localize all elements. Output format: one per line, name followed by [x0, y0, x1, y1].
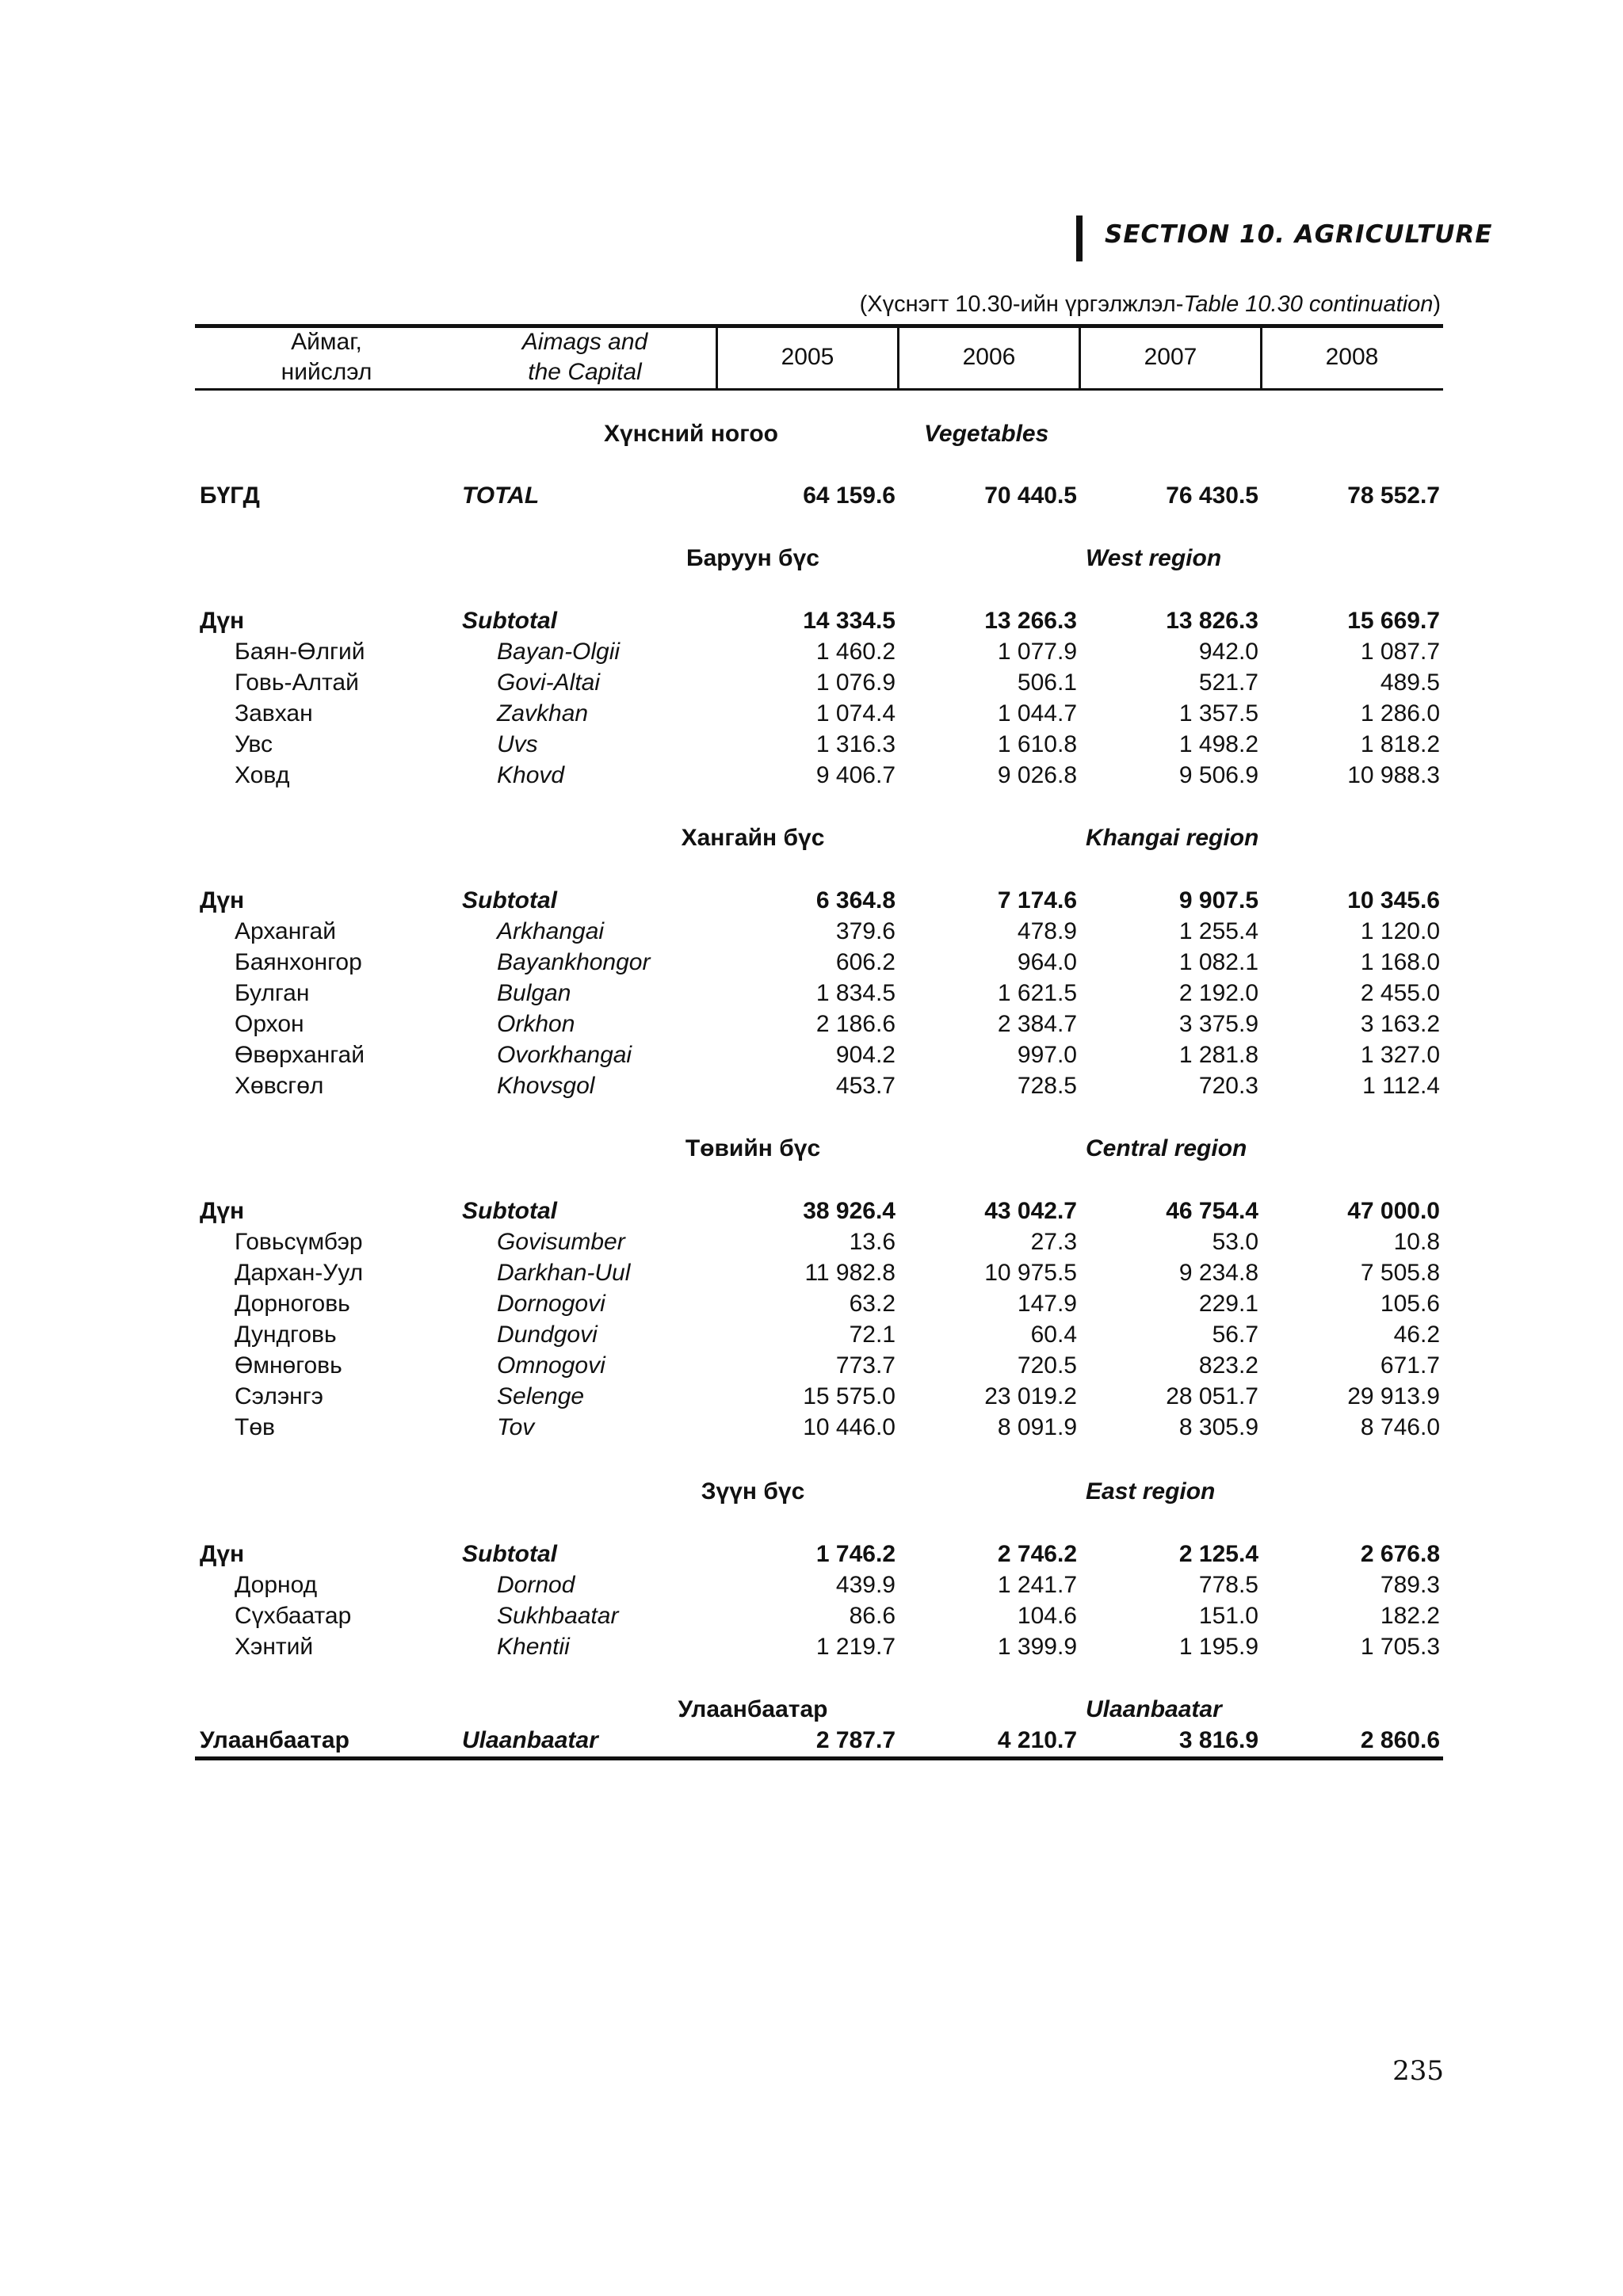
header-year: 2008: [1325, 344, 1379, 370]
aimag-en: Dornogovi: [497, 1291, 605, 1317]
cell-value: 1 460.2: [815, 639, 896, 665]
cell-value: 1 120.0: [1360, 918, 1440, 944]
table-row: [0, 1039, 1623, 1070]
aimag-mn: Архангай: [235, 918, 336, 944]
subtotal-value: 43 042.7: [984, 1198, 1077, 1224]
cell-value: 9 406.7: [815, 762, 896, 788]
header-year: 2006: [962, 344, 1016, 370]
section-bar: [1076, 215, 1083, 261]
cell-value: 11 982.8: [804, 1260, 896, 1286]
header-bottom-rule: [195, 388, 1443, 391]
cell-value: 997.0: [1017, 1042, 1077, 1068]
cell-value: 46.2: [1393, 1322, 1440, 1348]
table-bottom-rule: [195, 1756, 1443, 1760]
aimag-en: Omnogovi: [497, 1352, 605, 1379]
cell-value: 182.2: [1380, 1603, 1440, 1629]
table-row: [0, 1569, 1623, 1600]
subtotal-value: 2 676.8: [1360, 1541, 1440, 1567]
table-row: [0, 698, 1623, 729]
cell-value: 9 506.9: [1178, 762, 1258, 788]
table-row: [0, 760, 1623, 791]
subtotal-label-mn: Дүн: [200, 608, 245, 634]
title-en: Vegetables: [924, 421, 1049, 447]
cell-value: 1 327.0: [1360, 1042, 1440, 1068]
aimag-mn: Дорноговь: [235, 1291, 350, 1317]
aimag-en: Bulgan: [497, 980, 571, 1006]
subtotal-value: 1 746.2: [815, 1541, 896, 1567]
cell-value: 151.0: [1198, 1603, 1258, 1629]
aimag-en: Selenge: [497, 1383, 585, 1409]
aimag-en: Govi-Altai: [497, 669, 601, 696]
table-row: [0, 729, 1623, 760]
cell-value: 53.0: [1212, 1229, 1258, 1255]
cell-value: 1 498.2: [1178, 731, 1258, 757]
cell-value: 147.9: [1017, 1291, 1077, 1317]
aimag-mn: Говь-Алтай: [235, 669, 359, 696]
caption-close: ): [1433, 292, 1441, 317]
table-row: [0, 1257, 1623, 1288]
aimag-en: Sukhbaatar: [497, 1603, 619, 1629]
aimag-en: Zavkhan: [497, 700, 589, 727]
cell-value: 1 195.9: [1178, 1634, 1258, 1660]
cell-value: 27.3: [1030, 1229, 1077, 1255]
title-mn: Хүнсний ногоо: [603, 421, 779, 447]
cell-value: 1 082.1: [1178, 949, 1258, 975]
cell-value: 3 375.9: [1178, 1011, 1258, 1037]
region-name-en: Ulaanbaatar: [1086, 1696, 1222, 1722]
cell-value: 3 163.2: [1360, 1011, 1440, 1037]
cell-value: 521.7: [1198, 669, 1258, 696]
aimag-en: Arkhangai: [497, 918, 605, 944]
header-year: 2007: [1144, 344, 1197, 370]
subtotal-value: 2 125.4: [1178, 1541, 1258, 1567]
table-row: [0, 1319, 1623, 1350]
aimag-mn: Баянхонгор: [235, 949, 362, 975]
cell-value: 1 357.5: [1178, 700, 1258, 727]
region-name-en: East region: [1086, 1478, 1216, 1505]
aimag-en: Ovorkhangai: [497, 1042, 632, 1068]
header-col2-line1: Aimags and: [521, 329, 648, 355]
cell-value: 671.7: [1380, 1352, 1440, 1379]
aimag-en: Dundgovi: [497, 1322, 598, 1348]
aimag-mn: Сэлэнгэ: [235, 1383, 323, 1409]
aimag-en: Darkhan-Uul: [497, 1260, 631, 1286]
region-heading-west: [0, 543, 1623, 574]
aimag-en: Khentii: [497, 1634, 570, 1660]
capital-value: 4 210.7: [997, 1727, 1077, 1753]
total-value: 70 440.5: [984, 482, 1077, 509]
region-name-mn: Баруун бүс: [686, 545, 819, 571]
cell-value: 2 192.0: [1178, 980, 1258, 1006]
section-header: [1076, 215, 1493, 261]
caption-en: Table 10.30 continuation: [1183, 292, 1434, 317]
subtotal-label-mn: Дүн: [200, 887, 245, 913]
subtotal-row: [0, 885, 1623, 916]
cell-value: 1 281.8: [1178, 1042, 1258, 1068]
cell-value: 506.1: [1017, 669, 1077, 696]
aimag-mn: Сүхбаатар: [235, 1603, 352, 1629]
cell-value: 60.4: [1030, 1322, 1077, 1348]
table-row: [0, 1600, 1623, 1631]
subtotal-value: 47 000.0: [1347, 1198, 1440, 1224]
cell-value: 942.0: [1198, 639, 1258, 665]
aimag-mn: Увс: [235, 731, 273, 757]
region-heading-east: [0, 1476, 1623, 1507]
table-row: [0, 1288, 1623, 1319]
cell-value: 1 834.5: [815, 980, 896, 1006]
subtotal-label-en: Subtotal: [462, 608, 557, 634]
header-col2-line2: the Capital: [528, 359, 642, 385]
cell-value: 1 168.0: [1360, 949, 1440, 975]
cell-value: 105.6: [1380, 1291, 1440, 1317]
region-heading-central: [0, 1133, 1623, 1164]
region-name-en: Khangai region: [1086, 825, 1259, 851]
cell-value: 773.7: [835, 1352, 896, 1379]
cell-value: 15 575.0: [803, 1383, 896, 1409]
cell-value: 1 255.4: [1178, 918, 1258, 944]
cell-value: 720.5: [1017, 1352, 1077, 1379]
cell-value: 8 091.9: [997, 1414, 1077, 1440]
capital-value: 2 787.7: [815, 1727, 896, 1753]
aimag-en: Govisumber: [497, 1229, 625, 1255]
aimag-en: Khovd: [497, 762, 565, 788]
aimag-mn: Говьсүмбэр: [235, 1229, 363, 1255]
aimag-mn: Баян-Өлгий: [235, 639, 365, 665]
cell-value: 9 234.8: [1178, 1260, 1258, 1286]
subtotal-value: 7 174.6: [997, 887, 1077, 913]
aimag-mn: Ховд: [235, 762, 290, 788]
cell-value: 1 316.3: [815, 731, 896, 757]
cell-value: 1 241.7: [997, 1572, 1077, 1598]
cell-value: 1 077.9: [997, 639, 1077, 665]
cell-value: 489.5: [1380, 669, 1440, 696]
capital-label-en: Ulaanbaatar: [462, 1727, 598, 1753]
region-heading-capital: [0, 1694, 1623, 1725]
subtotal-label-en: Subtotal: [462, 887, 557, 913]
region-name-mn: Зүүн бүс: [701, 1478, 805, 1505]
header-col2: [466, 327, 704, 387]
cell-value: 1 621.5: [997, 980, 1077, 1006]
capital-label-mn: Улаанбаатар: [200, 1727, 349, 1753]
cell-value: 1 219.7: [815, 1634, 896, 1660]
cell-value: 13.6: [849, 1229, 896, 1255]
aimag-en: Dornod: [497, 1572, 575, 1598]
subtotal-value: 6 364.8: [815, 887, 896, 913]
subtotal-value: 38 926.4: [803, 1198, 896, 1224]
total-value: 78 552.7: [1347, 482, 1440, 509]
aimag-en: Bayan-Olgii: [497, 639, 621, 665]
cell-value: 1 818.2: [1360, 731, 1440, 757]
cell-value: 29 913.9: [1347, 1383, 1440, 1409]
cell-value: 379.6: [835, 918, 896, 944]
cell-value: 229.1: [1198, 1291, 1258, 1317]
header-year: 2005: [781, 344, 834, 370]
table-row: [0, 1070, 1623, 1101]
table-row: [0, 1381, 1623, 1412]
header-col1-line1: Аймаг,: [291, 329, 362, 355]
subtotal-label-mn: Дүн: [200, 1198, 245, 1224]
cell-value: 1 087.7: [1360, 639, 1440, 665]
cell-value: 904.2: [835, 1042, 896, 1068]
cell-value: 104.6: [1017, 1603, 1077, 1629]
subtotal-value: 2 746.2: [997, 1541, 1077, 1567]
aimag-mn: Дундговь: [235, 1322, 337, 1348]
total-row: [0, 480, 1623, 511]
region-name-en: Central region: [1086, 1135, 1247, 1161]
table-row: [0, 1226, 1623, 1257]
cell-value: 1 044.7: [997, 700, 1077, 727]
subtotal-value: 15 669.7: [1347, 608, 1440, 634]
cell-value: 9 026.8: [997, 762, 1077, 788]
cell-value: 8 746.0: [1360, 1414, 1440, 1440]
subtotal-row: [0, 1539, 1623, 1569]
total-label-en: TOTAL: [462, 482, 540, 509]
cell-value: 1 076.9: [815, 669, 896, 696]
subtotal-value: 13 826.3: [1166, 608, 1258, 634]
region-name-mn: Хангайн бүс: [681, 825, 825, 851]
cell-value: 720.3: [1198, 1073, 1258, 1099]
region-heading-khangai: [0, 822, 1623, 853]
cell-value: 56.7: [1212, 1322, 1258, 1348]
cell-value: 2 384.7: [997, 1011, 1077, 1037]
region-name-mn: Төвийн бүс: [685, 1135, 821, 1161]
caption-mn: (Хүснэгт 10.30-ийн үргэлжлэл-: [859, 292, 1184, 317]
header-col1-line2: нийслэл: [281, 359, 372, 385]
cell-value: 1 112.4: [1362, 1073, 1440, 1099]
cell-value: 86.6: [849, 1603, 896, 1629]
header-col1: [208, 327, 445, 387]
table-row: [0, 636, 1623, 667]
cell-value: 10 975.5: [984, 1260, 1077, 1286]
total-value: 76 430.5: [1166, 482, 1258, 509]
aimag-mn: Завхан: [235, 700, 313, 727]
aimag-mn: Өвөрхангай: [235, 1042, 365, 1068]
aimag-en: Orkhon: [497, 1011, 575, 1037]
cell-value: 2 186.6: [815, 1011, 896, 1037]
cell-value: 453.7: [835, 1073, 896, 1099]
region-name-mn: Улаанбаатар: [678, 1696, 828, 1722]
region-name-en: West region: [1086, 545, 1222, 571]
cell-value: 1 705.3: [1360, 1634, 1440, 1660]
cell-value: 478.9: [1017, 918, 1077, 944]
cell-value: 789.3: [1380, 1572, 1440, 1598]
table-caption: [602, 292, 1441, 318]
aimag-mn: Дархан-Уул: [235, 1260, 364, 1286]
cell-value: 72.1: [849, 1322, 896, 1348]
total-label-mn: БҮГД: [200, 482, 260, 509]
subtotal-value: 46 754.4: [1166, 1198, 1258, 1224]
page-number: 235: [1392, 2055, 1444, 2087]
table-row: [0, 947, 1623, 978]
cell-value: 1 610.8: [997, 731, 1077, 757]
table-row: [0, 978, 1623, 1009]
section-title: SECTION 10. AGRICULTURE: [1105, 220, 1493, 249]
table-row: [0, 1350, 1623, 1381]
cell-value: 606.2: [835, 949, 896, 975]
cell-value: 10 446.0: [803, 1414, 896, 1440]
cell-value: 63.2: [849, 1291, 896, 1317]
cell-value: 10.8: [1393, 1229, 1440, 1255]
aimag-mn: Орхон: [235, 1011, 304, 1037]
cell-value: 10 988.3: [1347, 762, 1440, 788]
table-row: [0, 1412, 1623, 1443]
cell-value: 1 399.9: [997, 1634, 1077, 1660]
aimag-mn: Өмнөговь: [235, 1352, 342, 1379]
subtotal-label-en: Subtotal: [462, 1198, 557, 1224]
subtotal-row: [0, 1196, 1623, 1226]
subtotal-value: 14 334.5: [803, 608, 896, 634]
cell-value: 964.0: [1017, 949, 1077, 975]
subtotal-value: 13 266.3: [984, 608, 1077, 634]
cell-value: 28 051.7: [1166, 1383, 1258, 1409]
cell-value: 778.5: [1198, 1572, 1258, 1598]
cell-value: 8 305.9: [1178, 1414, 1258, 1440]
table-title: [0, 418, 1623, 449]
aimag-mn: Дорнод: [235, 1572, 318, 1598]
cell-value: 823.2: [1198, 1352, 1258, 1379]
subtotal-row: [0, 605, 1623, 636]
cell-value: 23 019.2: [984, 1383, 1077, 1409]
aimag-mn: Хөвсгөл: [235, 1073, 324, 1099]
table-row: [0, 916, 1623, 947]
cell-value: 439.9: [835, 1572, 896, 1598]
aimag-en: Bayankhongor: [497, 949, 651, 975]
cell-value: 728.5: [1017, 1073, 1077, 1099]
aimag-mn: Булган: [235, 980, 310, 1006]
table-row: [0, 1009, 1623, 1039]
subtotal-value: 10 345.6: [1347, 887, 1440, 913]
total-value: 64 159.6: [803, 482, 896, 509]
subtotal-value: 9 907.5: [1178, 887, 1258, 913]
table-row: [0, 667, 1623, 698]
aimag-en: Khovsgol: [497, 1073, 595, 1099]
cell-value: 7 505.8: [1360, 1260, 1440, 1286]
subtotal-label-mn: Дүн: [200, 1541, 245, 1567]
cell-value: 1 286.0: [1360, 700, 1440, 727]
subtotal-label-en: Subtotal: [462, 1541, 557, 1567]
capital-value: 3 816.9: [1178, 1727, 1258, 1753]
aimag-en: Uvs: [497, 731, 538, 757]
table-row: [0, 1631, 1623, 1662]
cell-value: 1 074.4: [815, 700, 896, 727]
cell-value: 2 455.0: [1360, 980, 1440, 1006]
capital-row: [0, 1725, 1623, 1756]
aimag-mn: Хэнтий: [235, 1634, 314, 1660]
aimag-en: Tov: [497, 1414, 535, 1440]
capital-value: 2 860.6: [1360, 1727, 1440, 1753]
aimag-mn: Төв: [235, 1414, 275, 1440]
